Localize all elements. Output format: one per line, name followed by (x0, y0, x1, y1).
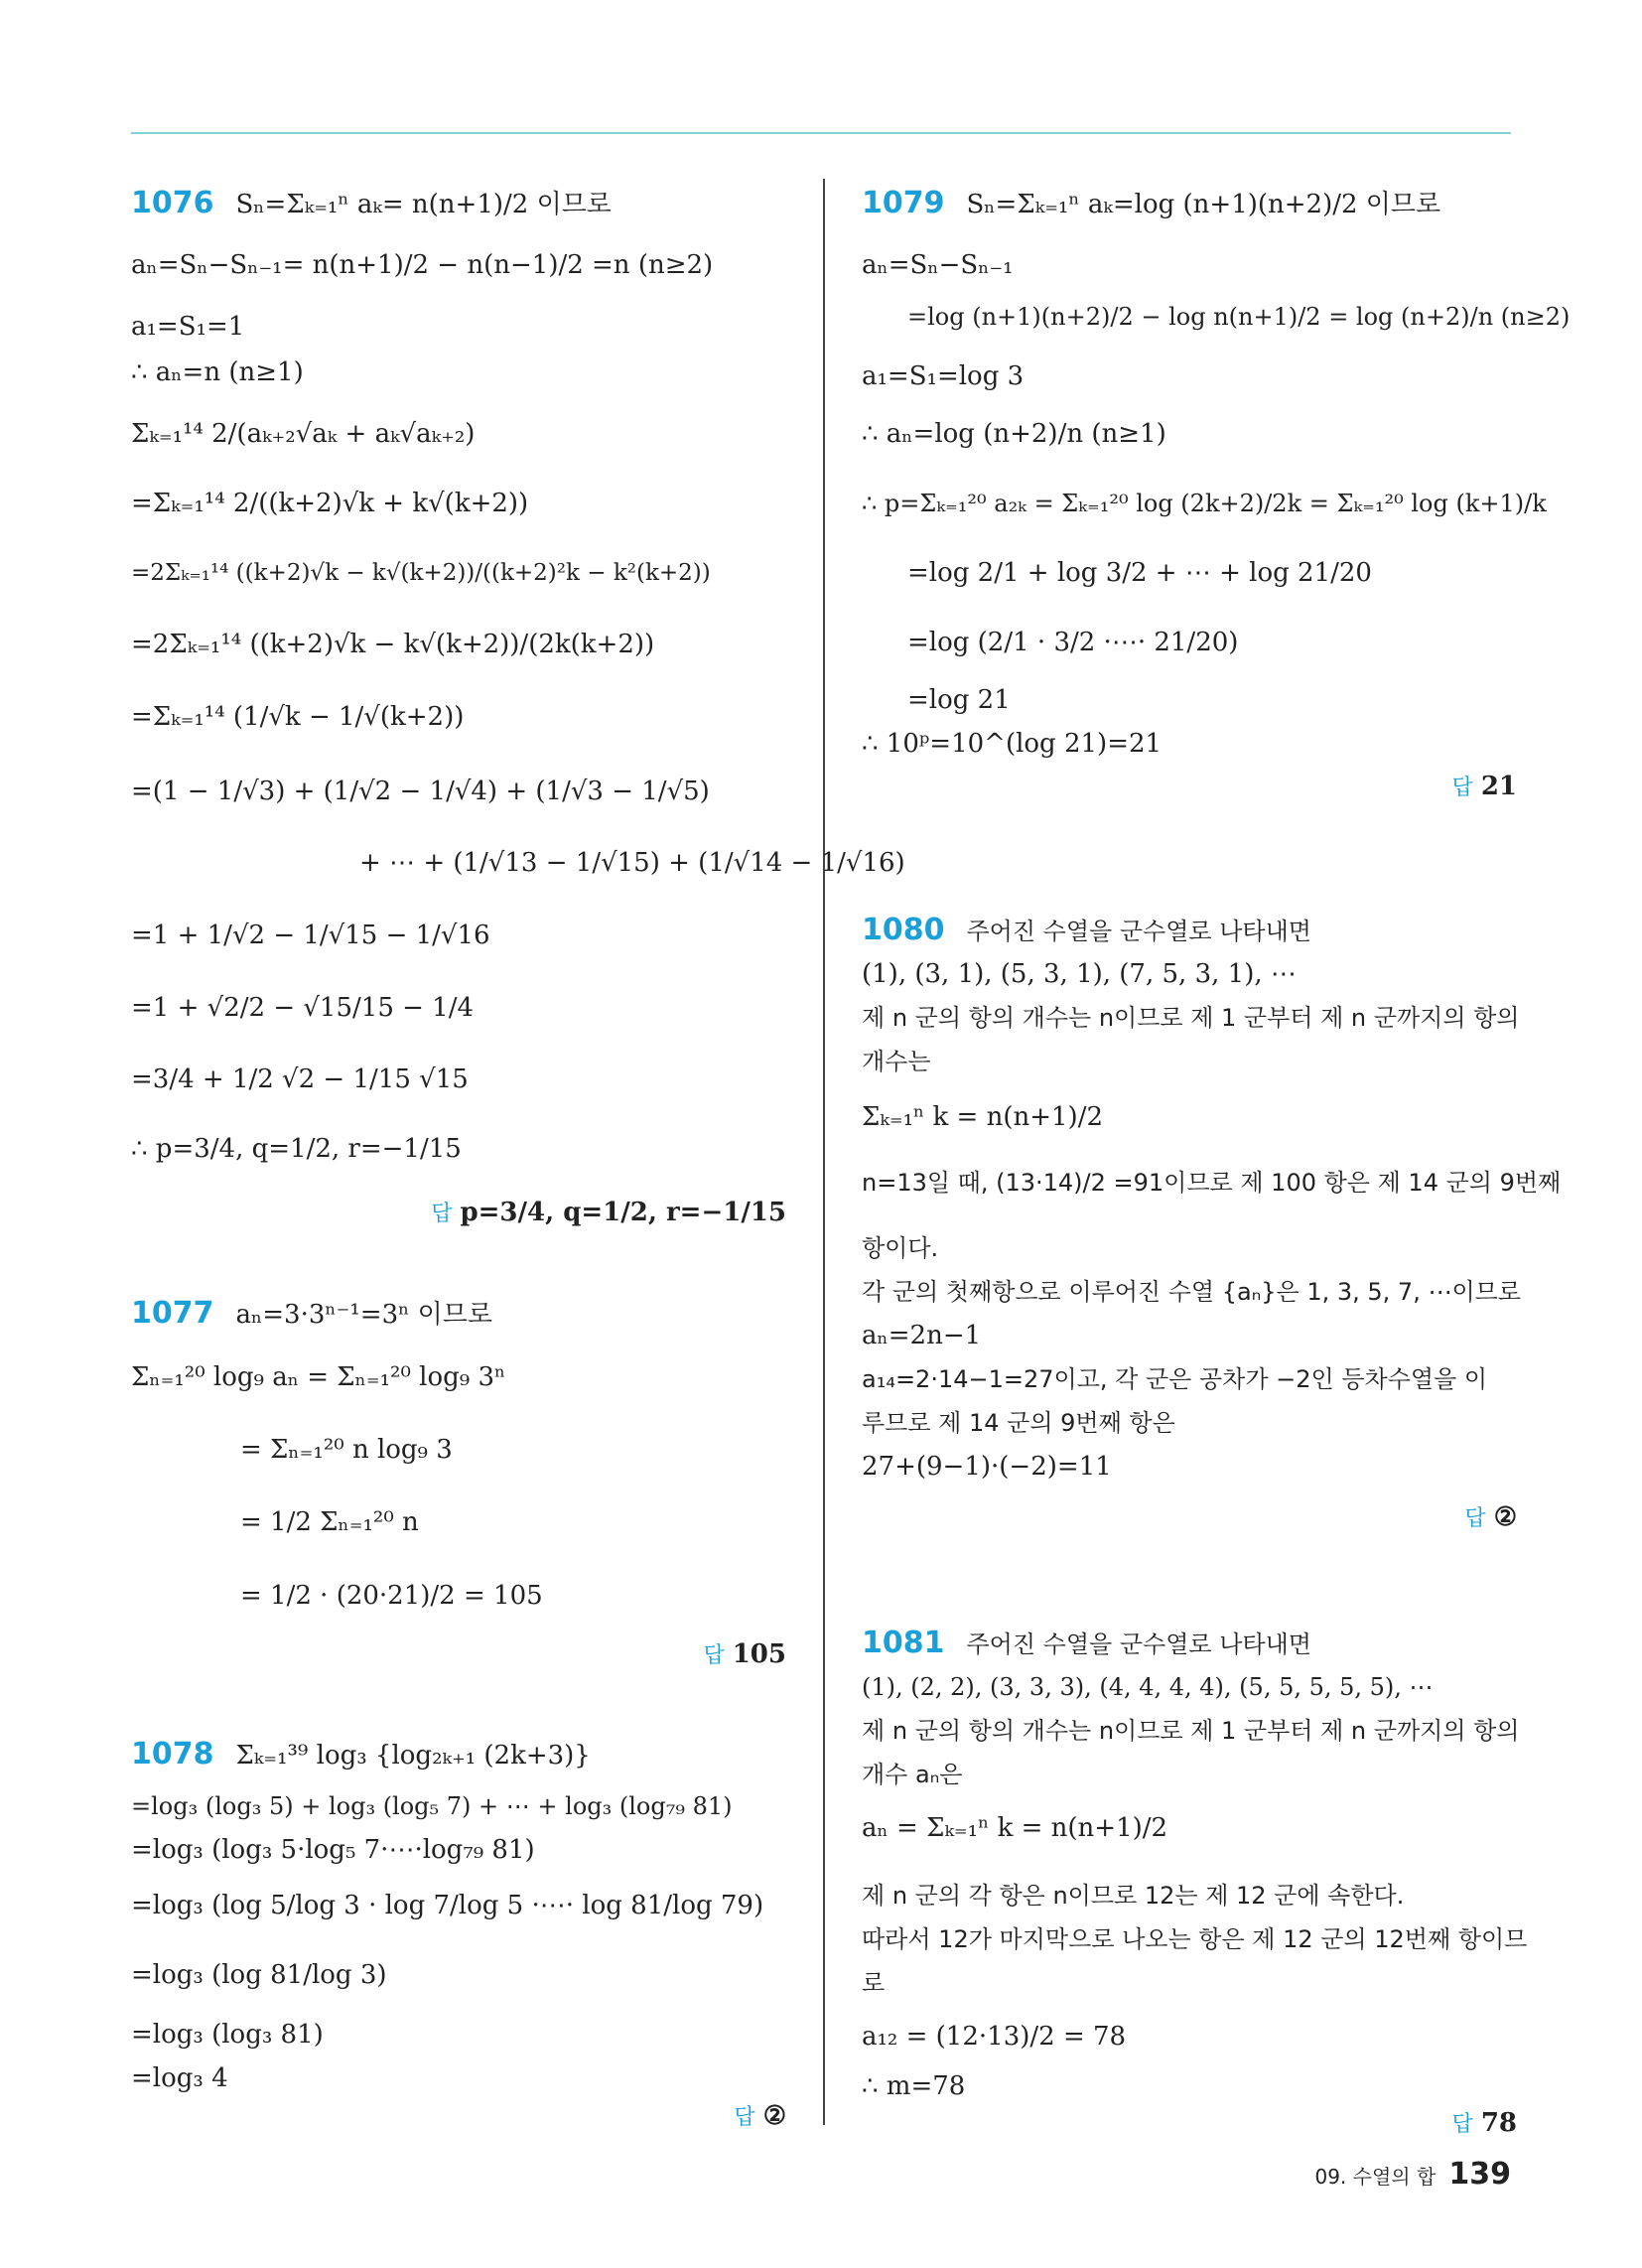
solution-line: 27+(9−1)·(−2)=11 (862, 1452, 1112, 1482)
solution-line: =log (n+1)(n+2)/2 − log n(n+1)/2 = log (n+2)/n (n≥2) (907, 303, 1571, 331)
solution-line: Σₙ₌₁²⁰ log₉ aₙ = Σₙ₌₁²⁰ log₉ 3ⁿ (131, 1362, 506, 1392)
answer-value: 105 (732, 1639, 786, 1669)
answer-label: 답 (1451, 2112, 1473, 2137)
solution-line: =log₃ (log₃ 5·log₅ 7·⋯·log₇₉ 81) (131, 1835, 535, 1865)
answer-line (1464, 1501, 1517, 1532)
answer-label: 답 (1464, 1506, 1486, 1531)
solution-line: 개수는 (862, 1048, 931, 1075)
solution-line: aₙ=Sₙ−Sₙ₋₁= n(n+1)/2 − n(n−1)/2 =n (n≥2) (131, 250, 714, 280)
answer-value: 78 (1480, 2108, 1517, 2138)
problem-number: 1076 (131, 186, 214, 220)
solution-line: Sₙ=Σₖ₌₁ⁿ aₖ= n(n+1)/2 이므로 (235, 190, 612, 219)
solution-line: a₁₂ = (12·13)/2 = 78 (862, 2022, 1127, 2052)
chapter-title: 09. 수열의 합 (1314, 2165, 1437, 2189)
solution-line: 개수 aₙ은 (862, 1761, 963, 1788)
answer-label: 답 (734, 2105, 755, 2130)
solution-line: 항이다. (862, 1234, 939, 1262)
solution-line: + ⋯ + (1/√13 − 1/√15) + (1/√14 − 1/√16) (359, 848, 905, 878)
solution-line: 각 군의 첫째항으로 이루어진 수열 {aₙ}은 1, 3, 5, 7, ⋯이므로 (862, 1278, 1522, 1306)
solution-line: ∴ m=78 (862, 2071, 966, 2101)
solution-line: = Σₙ₌₁²⁰ n log₉ 3 (240, 1435, 453, 1465)
answer-label: 답 (1451, 776, 1473, 800)
answer-value: 21 (1480, 772, 1517, 801)
solution-line: = 1/2 Σₙ₌₁²⁰ n (240, 1507, 419, 1537)
page-number: 139 (1448, 2157, 1511, 2192)
solution-line: ∴ p=3/4, q=1/2, r=−1/15 (131, 1134, 462, 1164)
solution-line: =2Σₖ₌₁¹⁴ ((k+2)√k − k√(k+2))/(2k(k+2)) (131, 630, 655, 659)
answer-line (1452, 2107, 1517, 2138)
solution-line: Σₖ₌₁³⁹ log₃ {log₂ₖ₊₁ (2k+3)} (235, 1741, 591, 1771)
solution-line: =Σₖ₌₁¹⁴ 2/((k+2)√k + k√(k+2)) (131, 489, 529, 518)
solution-line: =2Σₖ₌₁¹⁴ ((k+2)√k − k√(k+2))/((k+2)²k − k²(k+2)) (131, 560, 711, 586)
solution-line: Σₖ₌₁ⁿ k = n(n+1)/2 (862, 1102, 1104, 1132)
solution-line: =log₃ 4 (131, 2063, 228, 2093)
column-divider (823, 179, 825, 2125)
solution-line: 로 (862, 1969, 886, 1997)
answer-line (734, 2100, 786, 2131)
solution-line: 따라서 12가 마지막으로 나오는 항은 제 12 군의 12번째 항이므 (862, 1925, 1528, 1953)
answer-value: ② (762, 2101, 786, 2131)
answer-line (431, 1197, 786, 1227)
solution-line: =1 + √2/2 − √15/15 − 1/4 (131, 993, 475, 1023)
solution-line: =log₃ (log₃ 5) + log₃ (log₅ 7) + ⋯ + log₃ (log₇₉ 81) (131, 1792, 733, 1820)
page-footer (1314, 2157, 1511, 2192)
solution-line: 제 n 군의 각 항은 n이므로 12는 제 12 군에 속한다. (862, 1882, 1405, 1910)
problem-number: 1078 (131, 1737, 214, 1772)
answer-line (1452, 771, 1517, 801)
solution-line: =log (2/1 · 3/2 ·⋯· 21/20) (907, 628, 1239, 657)
solution-line: ∴ 10ᵖ=10^(log 21)=21 (862, 729, 1163, 759)
solution-line: Σₖ₌₁¹⁴ 2/(aₖ₊₂√aₖ + aₖ√aₖ₊₂) (131, 419, 476, 449)
solution-line: (1), (3, 1), (5, 3, 1), (7, 5, 3, 1), ⋯ (862, 959, 1297, 989)
problem-number: 1080 (862, 913, 945, 947)
solution-line: n=13일 때, (13·14)/2 =91이므로 제 100 항은 제 14 군의 9번째 (862, 1169, 1562, 1197)
solution-line: =1 + 1/√2 − 1/√15 − 1/√16 (131, 921, 490, 950)
solution-line: 제 n 군의 항의 개수는 n이므로 제 1 군부터 제 n 군까지의 항의 (862, 1717, 1520, 1745)
solution-line: a₁₄=2·14−1=27이고, 각 군은 공차가 −2인 등차수열을 이 (862, 1365, 1488, 1393)
solution-line: Sₙ=Σₖ₌₁ⁿ aₖ=log (n+1)(n+2)/2 이므로 (966, 190, 1441, 219)
problem-number: 1077 (131, 1296, 214, 1331)
solution-line: (1), (2, 2), (3, 3, 3), (4, 4, 4, 4), (5, 5, 5, 5, 5), ⋯ (862, 1673, 1434, 1701)
solution-line: =log 2/1 + log 3/2 + ⋯ + log 21/20 (907, 558, 1372, 588)
solution-line: aₙ = Σₖ₌₁ⁿ k = n(n+1)/2 (862, 1813, 1168, 1843)
solution-line: =log₃ (log 81/log 3) (131, 1960, 387, 1990)
answer-label: 답 (703, 1643, 725, 1668)
solution-line: =log₃ (log₃ 81) (131, 2020, 324, 2050)
solution-line: ∴ aₙ=log (n+2)/n (n≥1) (862, 419, 1166, 449)
answer-label: 답 (431, 1202, 453, 1226)
problem-number: 1081 (862, 1626, 945, 1660)
solution-line: =log₃ (log 5/log 3 · log 7/log 5 ·⋯· log 81/log 79) (131, 1891, 764, 1920)
solution-line: aₙ=3·3ⁿ⁻¹=3ⁿ 이므로 (235, 1300, 492, 1330)
solution-line: 제 n 군의 항의 개수는 n이므로 제 1 군부터 제 n 군까지의 항의 (862, 1004, 1520, 1032)
answer-line (703, 1638, 786, 1669)
solution-line: ∴ p=Σₖ₌₁²⁰ a₂ₖ = Σₖ₌₁²⁰ log (2k+2)/2k = Σₖ₌₁²⁰ log (k+1)/k (862, 490, 1547, 517)
answer-value: p=3/4, q=1/2, r=−1/15 (460, 1198, 786, 1227)
solution-line: aₙ=Sₙ−Sₙ₋₁ (862, 250, 1014, 280)
solution-line: =(1 − 1/√3) + (1/√2 − 1/√4) + (1/√3 − 1/√5) (131, 777, 710, 806)
header-rule (131, 132, 1511, 134)
solution-line: ∴ aₙ=n (n≥1) (131, 357, 304, 387)
solution-line: a₁=S₁=log 3 (862, 361, 1025, 391)
solution-line: aₙ=2n−1 (862, 1321, 982, 1350)
problem-number: 1079 (862, 186, 945, 220)
solution-line: 루므로 제 14 군의 9번째 항은 (862, 1409, 1175, 1437)
solution-line: =Σₖ₌₁¹⁴ (1/√k − 1/√(k+2)) (131, 702, 465, 732)
solution-line: a₁=S₁=1 (131, 312, 245, 342)
solution-line: =log 21 (907, 685, 1011, 715)
solution-line: = 1/2 · (20·21)/2 = 105 (240, 1581, 543, 1611)
solution-line: 주어진 수열을 군수열로 나타내면 (966, 1630, 1311, 1658)
solution-line: =3/4 + 1/2 √2 − 1/15 √15 (131, 1064, 469, 1094)
answer-value: ② (1493, 1502, 1517, 1532)
solution-line: 주어진 수열을 군수열로 나타내면 (966, 918, 1311, 945)
